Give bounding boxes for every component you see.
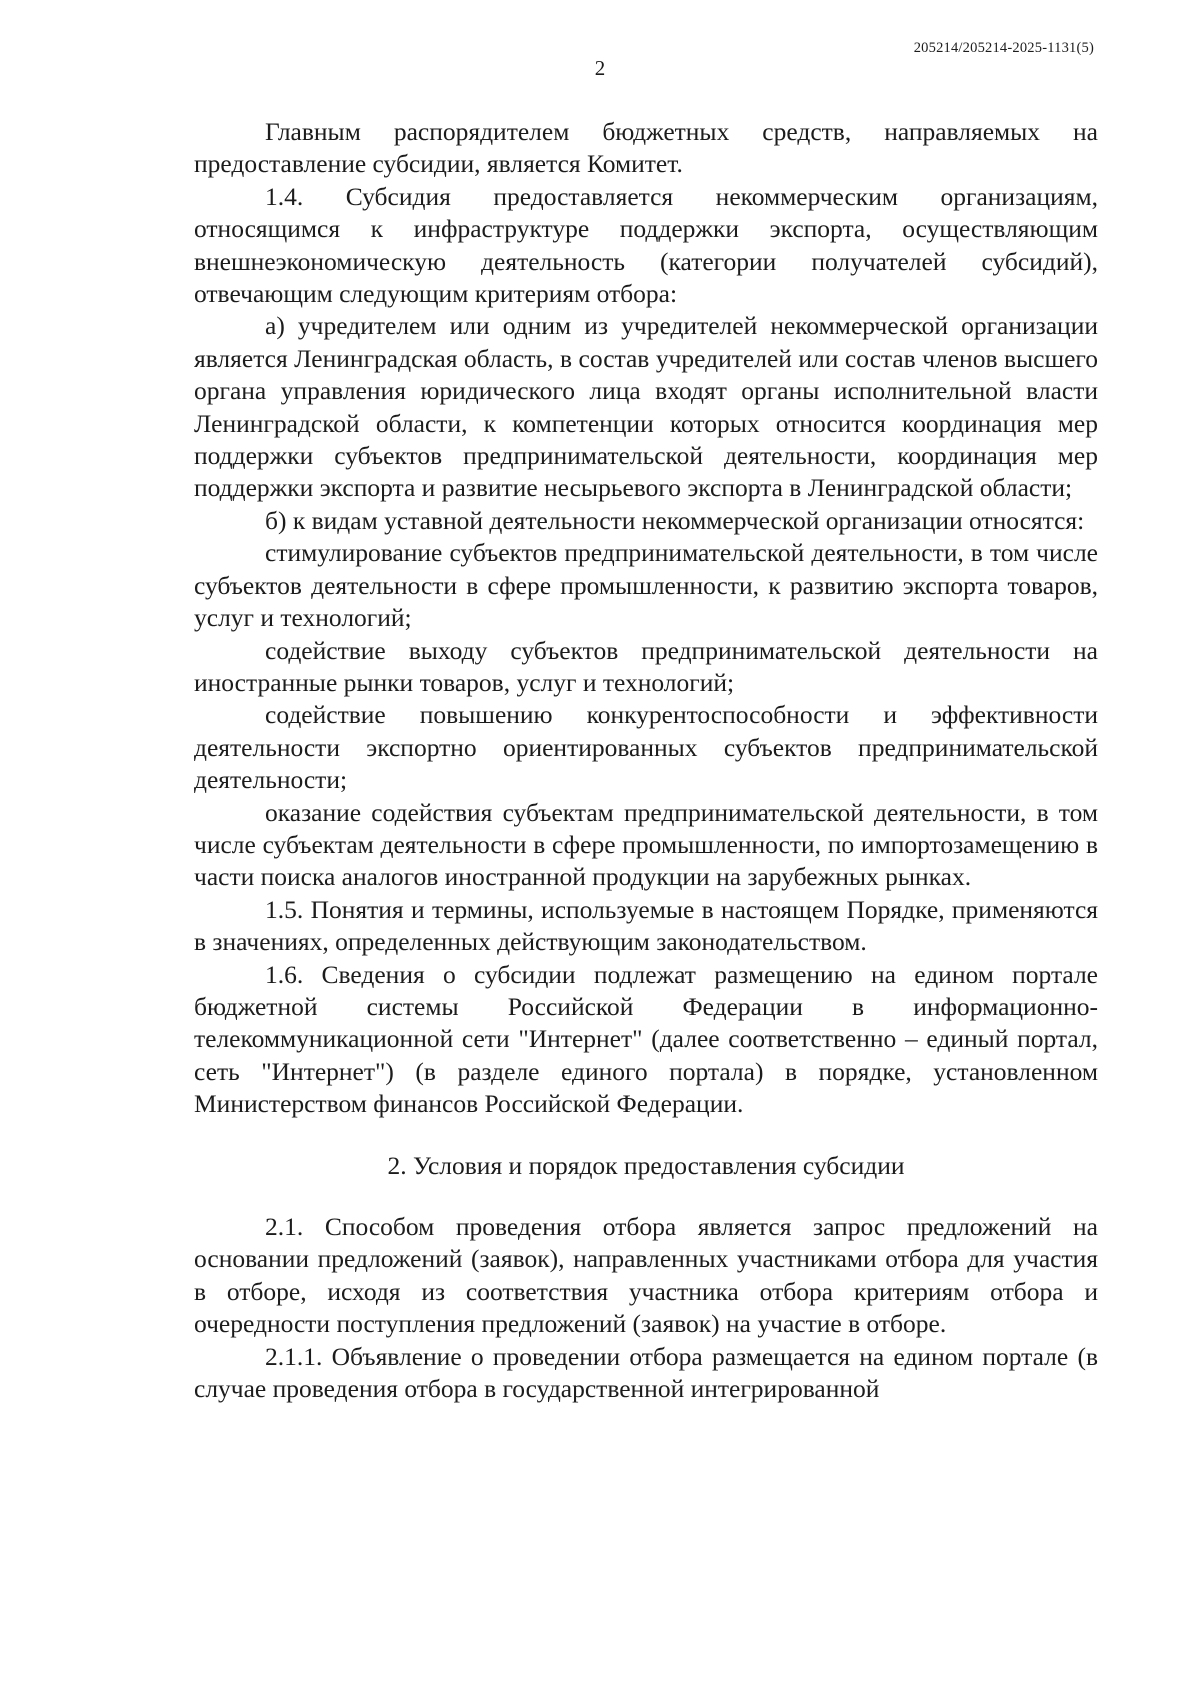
paragraph-1-4: 1.4. Субсидия предоставляется некоммерческим организациям, относящимся к инфраструктуре поддержки экспорта, осуществляющим внешнеэкономическую деятельность (категории получателей субсидий), отвечающим следующим критериям отбора: [194, 181, 1098, 309]
paragraph-2-1: 2.1. Способом проведения отбора является запрос предложений на основании предложений (заявок), направленных участниками отбора для участия в отборе, исходя из соответствия участника отбора критериям отбора и очередности поступления предложений (заявок) на участие в отборе. [194, 1212, 1098, 1339]
paragraph-activity-competitiveness: содействие повышению конкурентоспособности и эффективности деятельности экспортно ориентированных субъектов предпринимательской деятельности; [194, 700, 1098, 795]
paragraph-activity-import-substitution: оказание содействия субъектам предпринимательской деятельности, в том числе субъектам деятельности в сфере промышленности, по импортозамещению в части поиска аналогов иностранной продукции на зарубежных рынках. [194, 797, 1098, 892]
paragraph-activity-foreign-markets: содействие выходу субъектов предпринимательской деятельности на иностранные рынки товаров, услуг и технологий; [194, 635, 1098, 697]
paragraph-2-1-1: 2.1.1. Объявление о проведении отбора размещается на едином портале (в случае проведения отбора в государственной интегрированной [194, 1341, 1098, 1404]
section-heading: 2. Условия и порядок предоставления субсидии [387, 1150, 905, 1180]
document-body [194, 116, 1098, 1405]
paragraph-1-5: 1.5. Понятия и термины, используемые в настоящем Порядке, применяются в значениях, определенных действующим законодательством. [194, 894, 1098, 957]
paragraph-criterion-b: б) к видам уставной деятельности некоммерческой организации относятся: [265, 505, 1085, 535]
document-registration-number: 205214/205214-2025-1131(5) [913, 40, 1094, 56]
paragraph-activity-stimulation: стимулирование субъектов предпринимательской деятельности, в том числе субъектов деятельности в сфере промышленности, к развитию экспорта товаров, услуг и технологий; [194, 538, 1098, 633]
paragraph-criterion-a: а) учредителем или одним из учредителей некоммерческой организации является Ленинградская область, в состав учредителей или состав членов высшего органа управления юридического лица входят органы исполнительной власти Ленинградской области, к компетенции которых относится координация мер поддержки субъектов предпринимательской деятельности, координация мер поддержки экспорта и развитие несырьевого экспорта в Ленинградской области; [194, 311, 1098, 503]
page-number: 2 [594, 56, 606, 80]
paragraph-chief-administrator: Главным распорядителем бюджетных средств, направляемых на предоставление субсидии, является Комитет. [194, 117, 1098, 179]
paragraph-1-6: 1.6. Сведения о субсидии подлежат размещению на едином портале бюджетной системы Российской Федерации в информационно-телекоммуникационной сети "Интернет" (далее соответственно – единый портал, сеть "Интернет") (в разделе единого портала) в порядке, установленном Министерством финансов Российской Федерации. [194, 959, 1098, 1119]
